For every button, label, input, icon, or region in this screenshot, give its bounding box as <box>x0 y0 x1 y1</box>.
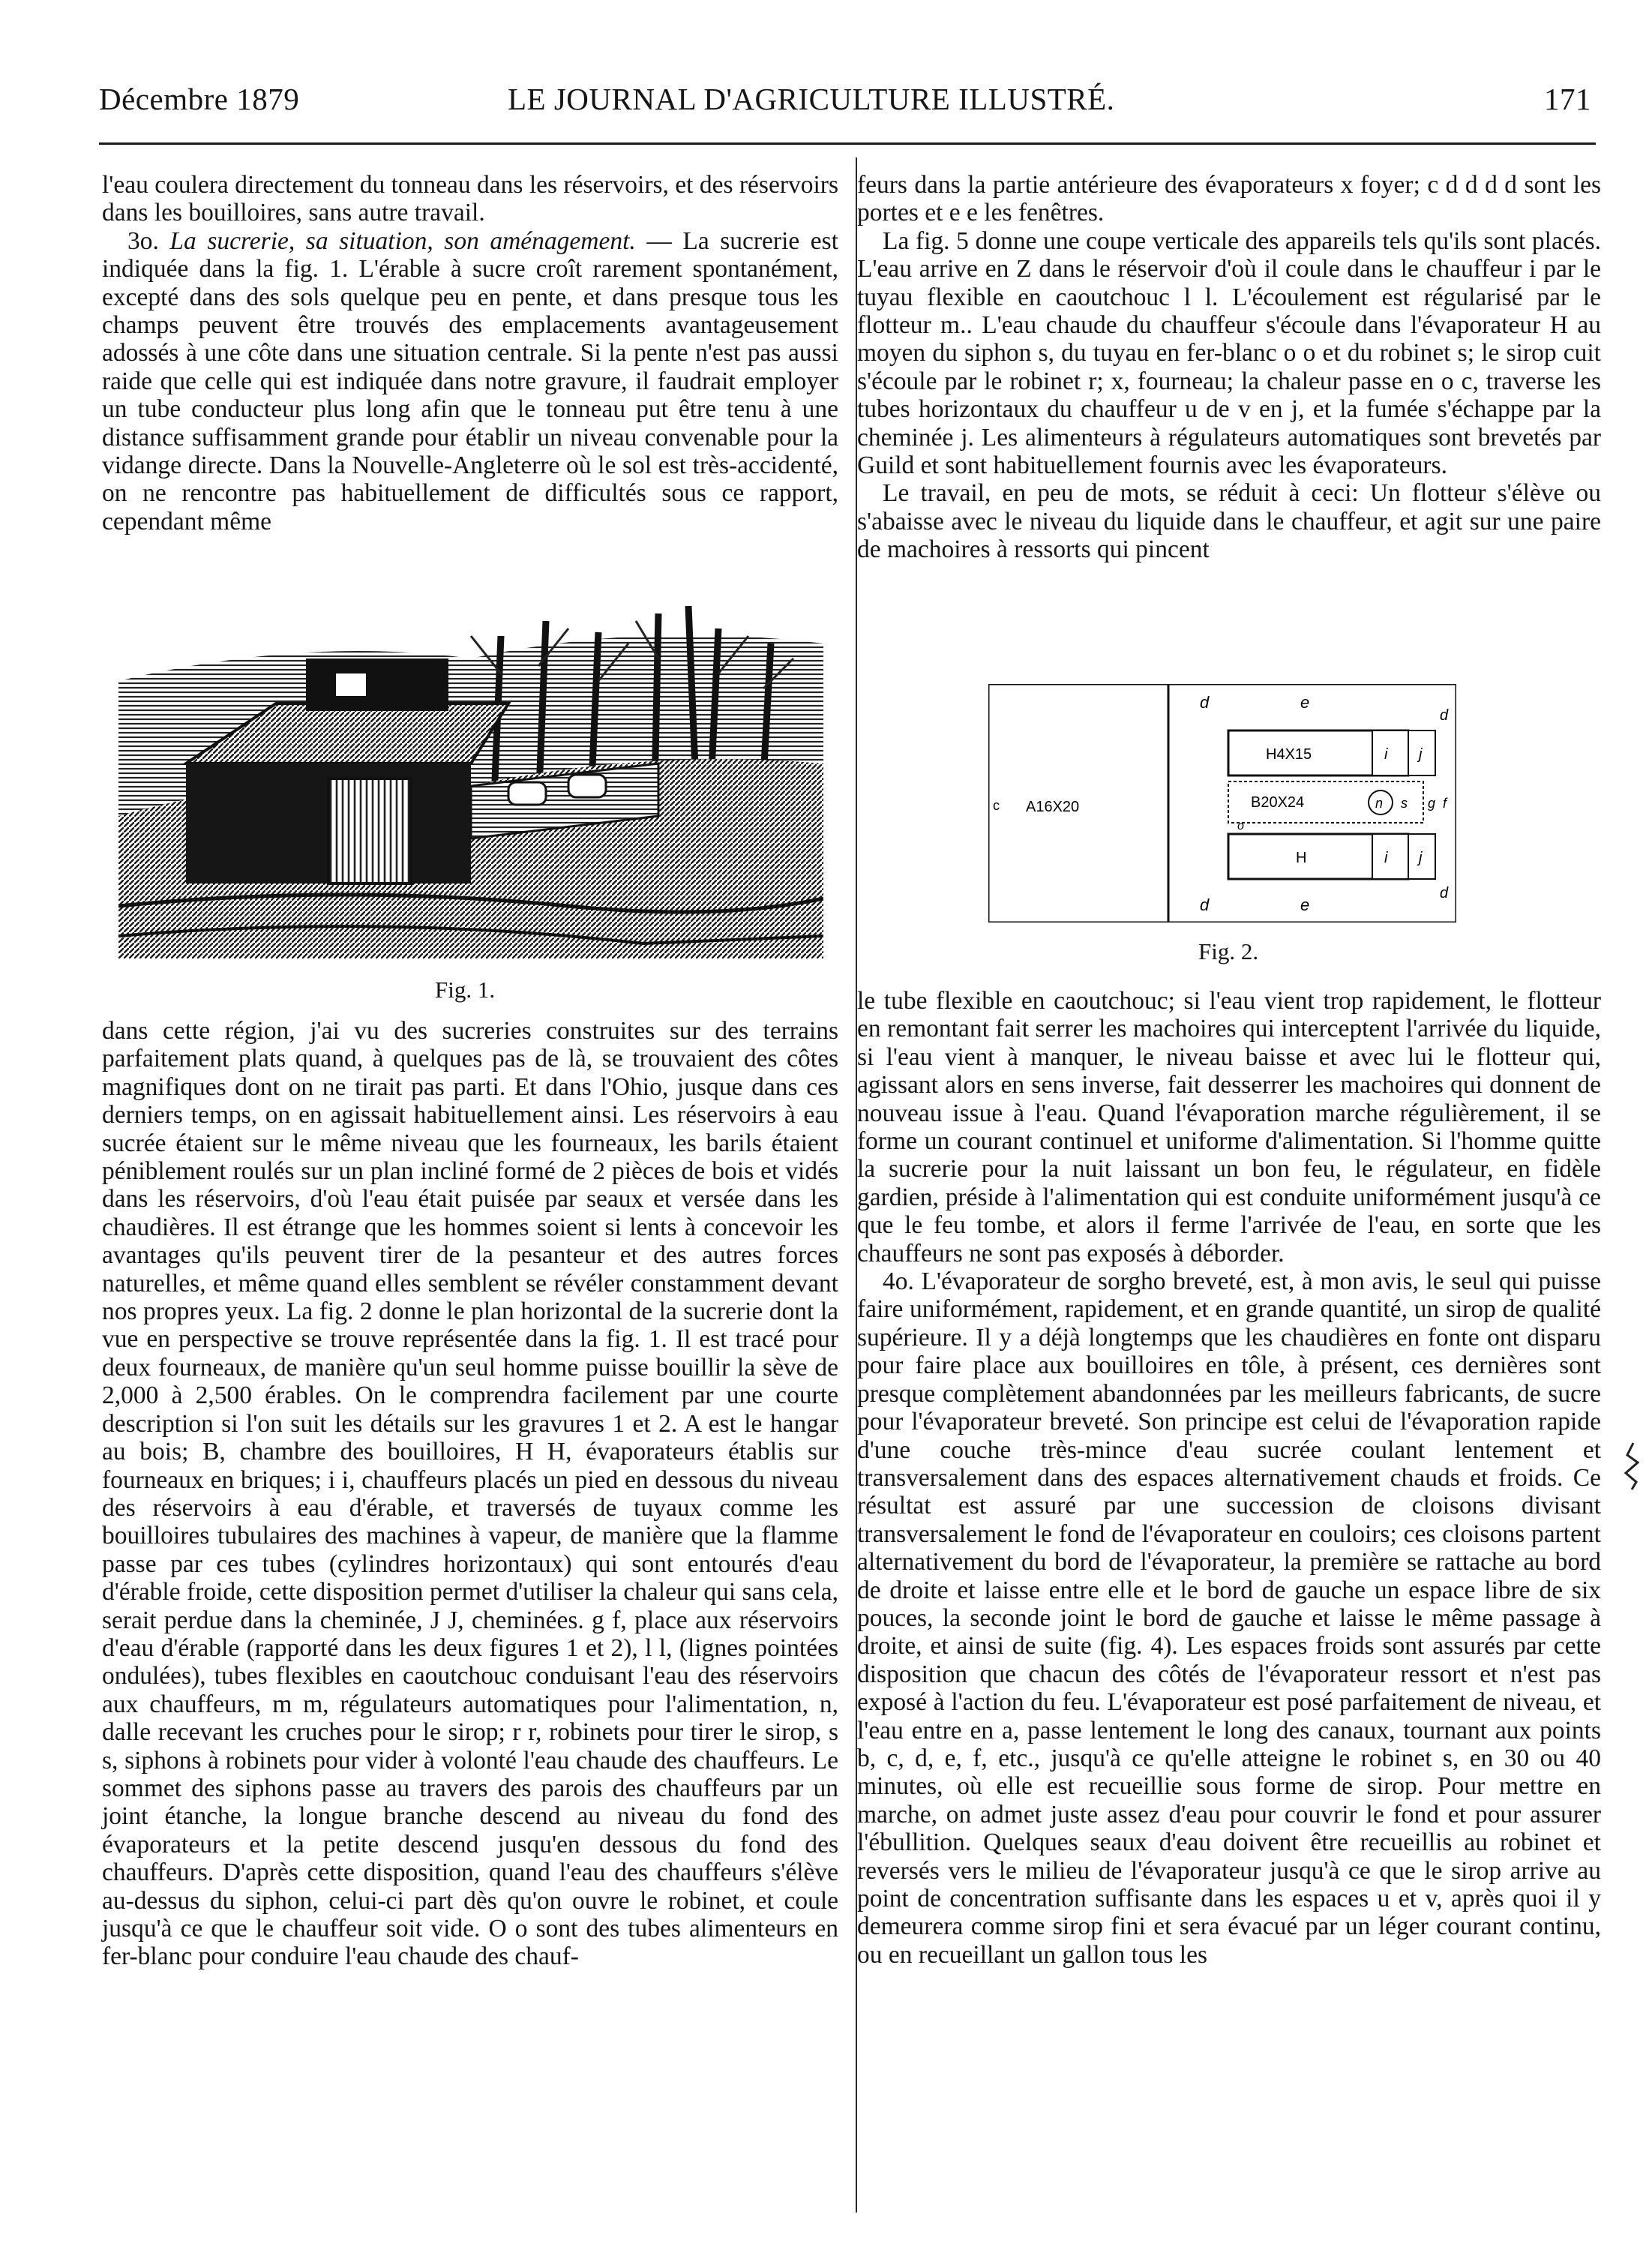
plan-label-d-bottom: d <box>1200 896 1210 914</box>
plan-label-s: s <box>1401 796 1408 811</box>
paragraph: La fig. 5 donne une coupe verticale des appareils tels qu'ils sont placés. L'eau arrive en Z dans le réservoir d'où il coule dans le chauffeur i par le tuyau flexible en caoutchouc l l. L'écoulement est régularisé par le flotteur m.. L'eau chaude du chauffeur s'écoule dans l'évaporateur H au moyen du siphon s, du tuyau en fer-blanc o o et du robinet s; le sirop cuit s'écoule par le robinet r; x, fourneau; la chaleur passe en o c, traverse les tubes horizontaux du chauffeur u de v en j, et la fumée s'échappe par la cheminée j. Les alimenteurs à régulateurs automatiques sont brevetés par Guild et sont habituellement fournis avec les évaporateurs. <box>857 226 1601 480</box>
section-text: — La sucrerie est indiquée dans la fig. 1. L'érable à sucre croît rarement spontanément, excepté dans des sols quelque peu en pente, et dans presque tous les champs peuvent être trouvés des emplacements avantageusement adossés à une côte dans une situation centrale. Si la pente n'est pas aussi raide que celle qui est indiquée dans notre gravure, il faudrait employer un tube conducteur plus long afin que le tonneau put être tenu à une distance suffisamment grande pour établir un niveau convenable pour la vidange directe. Dans la Nouvelle-Angleterre où le sol est très-accidenté, on ne rencontre pas habituellement de difficultés sous ce rapport, cependant même <box>102 226 839 536</box>
plan-label-a: A16X20 <box>1026 799 1080 815</box>
plan-label-j-upper: j <box>1419 746 1423 763</box>
paragraph: l'eau coulera directement du tonneau dans les réservoirs, et des réservoirs dans les bouilloires, sans autre travail. <box>102 171 838 227</box>
paragraph-section-3 <box>102 227 838 536</box>
column-right-top <box>857 171 1601 564</box>
plan-label-g: g <box>1428 796 1436 811</box>
header-rule <box>99 142 1596 145</box>
running-header <box>99 81 1596 120</box>
plan-label-d-right-bottom: d <box>1440 885 1449 902</box>
figure-2-caption: Fig. 2. <box>1198 938 1259 964</box>
plan-label-h: H <box>1296 850 1307 866</box>
plan-label-j-lower: j <box>1419 850 1423 866</box>
figure-2-floor-plan <box>988 684 1456 922</box>
plan-label-i-lower: i <box>1384 850 1388 866</box>
plan-label-n: n <box>1375 796 1384 811</box>
header-journal-title: LE JOURNAL D'AGRICULTURE ILLUSTRÉ. <box>508 82 1115 116</box>
plan-label-d-right-top: d <box>1440 707 1449 724</box>
plan-label-h4x15: H4X15 <box>1266 746 1312 763</box>
margin-ink-mark <box>1620 1440 1647 1492</box>
section-number: 3o. <box>127 226 170 255</box>
plan-label-o: o <box>1237 820 1244 832</box>
column-left-bottom <box>102 1017 838 1971</box>
plan-label-f: f <box>1443 796 1447 811</box>
plan-label-c: c <box>993 798 1000 813</box>
figure-1-sugar-house-engraving <box>118 591 823 958</box>
plan-label-d-top: d <box>1200 693 1210 712</box>
figure-1-caption: Fig. 1. <box>435 976 496 1003</box>
paragraph: dans cette région, j'ai vu des sucreries construites sur des terrains parfaitement plats quand, à quelques pas de là, se trouvaient des côtes magnifiques dont on ne tirait pas parti. Et dans l'Ohio, jusque dans ces derniers temps, on en agissait habituellement ainsi. Les réservoirs à eau sucrée étaient sur le même niveau que les fourneaux, les barils étaient péniblement roulés sur un plan incliné formé de 2 pièces de bois et vidés dans les réservoirs, d'où l'eau était puisée par seaux et versée dans les chaudières. Il est étrange que les hommes soient si lents à concevoir les avantages qu'ils peuvent tirer de la pesanteur et des autres forces naturelles, et même quand elles semblent se révéler constamment devant nos propres yeux. La fig. 2 donne le plan horizontal de la sucrerie dont la vue en perspective se trouve représentée dans la fig. 1. Il est tracé pour deux fourneaux, de manière qu'un seul homme puisse bouillir la sève de 2,000 à 2,500 érables. On le comprendra facilement par une courte description si l'on suit les détails sur les gravures 1 et 2. A est le hangar au bois; B, chambre des bouilloires, H H, évaporateurs établis sur fourneaux en briques; i i, chauffeurs placés un pied en dessous du niveau des réservoirs à eau d'érable, et traversés de tuyaux comme les bouilloires tubulaires des machines à vapeur, de manière que la flamme passe par ces tubes (cylindres horizontaux) qui sont entourés d'eau d'érable froide, cette disposition permet d'utiliser la chaleur qui sans cela, serait perdue dans la cheminée, J J, cheminées. g f, place aux réservoirs d'eau d'érable (rapporté dans les deux figures 1 et 2), l l, (lignes pointées ondulées), tubes flexibles en caoutchouc conduisant l'eau des réservoirs aux chauffeurs, m m, régulateurs automatiques pour l'alimentation, n, dalle recevant les cruches pour le sirop; r r, robinets pour tirer le sirop, s s, siphons à robinets pour vider à volonté l'eau chaude des chauffeurs. Le sommet des siphons passe au travers des parois des chauffeurs par un joint étanche, la longue branche descend au niveau du fond des évaporateurs et la petite descend jusqu'en dessous du fond des chauffeurs. D'après cette disposition, quand l'eau des chauffeurs s'élève au-dessus du siphon, celui-ci part dès qu'on ouvre le robinet, et coule jusqu'à ce que le chauffeur soit vide. O o sont des tubes alimenteurs en fer-blanc pour conduire l'eau chaude des chauf- <box>102 1017 838 1971</box>
column-right-bottom <box>857 987 1601 1969</box>
paragraph: le tube flexible en caoutchouc; si l'eau vient trop rapidement, le flotteur en remontant fait serrer les machoires qui interceptent l'arrivée du liquide, si l'eau vient à manquer, le niveau baisse et avec lui le flotteur qui, agissant alors en sens inverse, fait desserrer les machoires qui donnent de nouveau issue à l'eau. Quand l'évaporation marche régulièrement, il se forme un courant continuel et uniforme d'alimentation. Si l'homme quitte la sucrerie pour la nuit laissant un bon feu, le régulateur, en fidèle gardien, préside à l'alimentation qui est conduite uniformément jusqu'à ce que le feu tombe, et alors il ferme l'arrivée de l'eau, en sorte que les chauffeurs ne sont pas exposés à déborder. <box>857 987 1601 1268</box>
paragraph: feurs dans la partie antérieure des évaporateurs x foyer; c d d d d sont les portes et e e les fenêtres. <box>857 171 1601 227</box>
plan-label-e-top: e <box>1300 693 1310 712</box>
column-left-top <box>102 171 838 536</box>
section-title: La sucrerie, sa situation, son aménagement. <box>169 226 636 255</box>
plan-label-e-bottom: e <box>1300 896 1310 914</box>
paragraph-section-4: 4o. L'évaporateur de sorgho breveté, est, à mon avis, le seul qui puisse faire uniformément, rapidement, et en grande quantité, un sirop de qualité supérieure. Il y a déjà longtemps que les chaudières en fonte ont disparu pour faire place aux bouilloires en tôle, à présent, ces dernières sont presque complètement abandonnées par les meilleurs fabricants, de sucre pour l'évaporateur breveté. Son principe est celui de l'évaporation rapide d'une couche très-mince d'eau sucrée coulant lentement et transversalement dans des espaces alternativement chauds et froids. Ce résultat est assuré par une succession de cloisons divisant transversalement le fond de l'évaporateur en couloirs; ces cloisons partent alternativement du bord de l'évaporateur, la première se rattache au bord de droite et laisse entre elle et le bord de gauche un espace libre de six pouces, la seconde joint le bord de gauche et laisse le même passage à droite, et ainsi de suite (fig. 4). Les espaces froids sont assurés par cette disposition que chacun des côtés de l'évaporateur ressort et n'est pas exposé à l'action du feu. L'évaporateur est posé parfaitement de niveau, et l'eau entre en a, passe lentement le long des canaux, tournant aux points b, c, d, e, f, etc., jusqu'à ce qu'elle atteigne le robinet s, en 30 ou 40 minutes, où elle est recueillie sous forme de sirop. Pour mettre en marche, on admet juste assez d'eau pour couvrir le fond et pour assurer l'ébullition. Quelques seaux d'eau doivent être recueillis au robinet et reversés vers le milieu de l'évaporateur jusqu'à ce que le sirop arrive au point de concentration suffisante dans les espaces u et v, après quoi il y demeurera comme sirop fini et sera évacué par un léger courant continu, ou en recueillant un gallon tous les <box>857 1268 1601 1969</box>
plan-label-i-upper: i <box>1384 746 1388 763</box>
header-date: Décembre 1879 <box>99 82 300 116</box>
paragraph: Le travail, en peu de mots, se réduit à ceci: Un flotteur s'élève ou s'abaisse avec le niveau du liquide dans le chauffeur, et agit sur une paire de machoires à ressorts qui pincent <box>857 479 1601 564</box>
header-page-number: 171 <box>1544 82 1591 116</box>
plan-label-b20x24: B20X24 <box>1251 794 1305 811</box>
